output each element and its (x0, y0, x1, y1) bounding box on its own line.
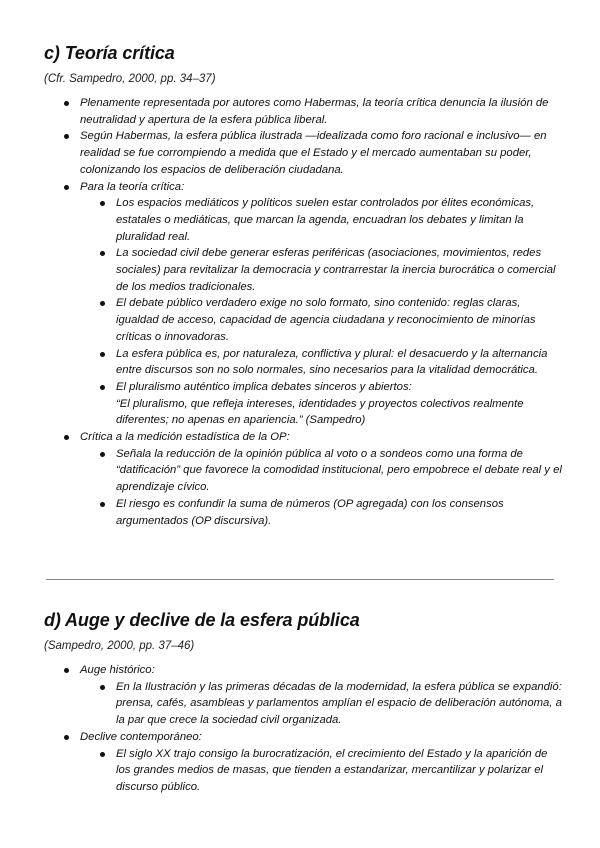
section-c-title: c) Teoría crítica (44, 43, 175, 63)
list-item: La esfera pública es, por naturaleza, conflictiva y plural: el desacuerdo y la alternancia entre discursos son no solo normales, sino necesarios para la vitalidad democrática. (80, 346, 564, 379)
section-c-list (44, 95, 564, 529)
horizontal-divider (46, 579, 554, 580)
list-item: Para la teoría crítica: Los espacios mediáticos y políticos suelen estar controlados por élites económicas, estatales o mediáticas, que marcan la agenda, encuadran los debates y limitan la pluralidad real. La sociedad civil debe generar esferas periféricas (asociaciones, movimientos, redes sociales) para revitalizar la democracia y contrarrestar la inercia burocrática o comercial de los medios tradicionales. El debate público verdadero exige no solo formato, sino contenido: reglas claras, igualdad de acceso, capacidad de agencia ciudadana y reconocimiento de minorías críticas o innovadoras. La esfera pública es, por naturaleza, conflictiva y plural: el desacuerdo y la alternancia entre discursos son no solo normales, sino necesarios para la vitalidad democrática. El pluralismo auténtico implica debates sinceros y abiertos: “El pluralismo, que refleja intereses, identidades y proyectos colectivos realmente diferentes; no apenas en apariencia.” (Sampedro) (44, 179, 564, 430)
list-item: En la Ilustración y las primeras décadas de la modernidad, la esfera pública se expandió: prensa, cafés, asambleas y parlamentos amplían el espacio de deliberación autónoma, a la par que crece la sociedad civil organizada. (80, 679, 564, 729)
section-d-list (44, 662, 564, 796)
list-item: El riesgo es confundir la suma de números (OP agregada) con los consensos argumentados (OP discursiva). (80, 496, 564, 529)
section-c-citation: (Cfr. Sampedro, 2000, pp. 34–37) (44, 73, 216, 85)
section-d-title: d) Auge y declive de la esfera pública (44, 610, 360, 630)
nested-list (80, 679, 564, 729)
list-item: El pluralismo auténtico implica debates sinceros y abiertos: “El pluralismo, que refleja intereses, identidades y proyectos colectivos realmente diferentes; no apenas en apariencia.” (Sampedro) (80, 379, 564, 429)
list-item: El debate público verdadero exige no solo formato, sino contenido: reglas claras, igualdad de acceso, capacidad de agencia ciudadana y reconocimiento de minorías críticas o innovadoras. (80, 295, 564, 345)
list-item: Crítica a la medición estadística de la OP: Señala la reducción de la opinión pública al voto o a sondeos como una forma de “datificación” que favorece la comodidad institucional, pero empobrece el debate real y el aprendizaje cívico. El riesgo es confundir la suma de números (OP agregada) con los consensos argumentados (OP discursiva). (44, 429, 564, 529)
list-item: Plenamente representada por autores como Habermas, la teoría crítica denuncia la ilusión de neutralidad y apertura de la esfera pública liberal. (44, 95, 564, 128)
nested-list (80, 746, 564, 796)
section-d-citation: (Sampedro, 2000, pp. 37–46) (44, 640, 195, 652)
nested-list (80, 195, 564, 429)
list-item: Declive contemporáneo: El siglo XX trajo consigo la burocratización, el crecimiento del Estado y la aparición de los grandes medios de masas, que tienden a estandarizar, mercantilizar y polarizar el discurso público. (44, 729, 564, 796)
list-item: Señala la reducción de la opinión pública al voto o a sondeos como una forma de “datificación” que favorece la comodidad institucional, pero empobrece el debate real y el aprendizaje cívico. (80, 446, 564, 496)
list-item: La sociedad civil debe generar esferas periféricas (asociaciones, movimientos, redes sociales) para revitalizar la democracia y contrarrestar la inercia burocrática o comercial de los medios tradicionales. (80, 245, 564, 295)
list-item: El siglo XX trajo consigo la burocratización, el crecimiento del Estado y la aparición de los grandes medios de masas, que tienden a estandarizar, mercantilizar y polarizar el discurso público. (80, 746, 564, 796)
quote: “El pluralismo, que refleja intereses, identidades y proyectos colectivos realmente diferentes; no apenas en apariencia.” (Sampedro) (116, 397, 524, 427)
nested-list (80, 446, 564, 530)
list-item: Los espacios mediáticos y políticos suelen estar controlados por élites económicas, estatales o mediáticas, que marcan la agenda, encuadran los debates y limitan la pluralidad real. (80, 195, 564, 245)
list-item: Según Habermas, la esfera pública ilustrada —idealizada como foro racional e inclusivo— en realidad se fue corrompiendo a medida que el Estado y el mercado aumentaban su poder, colonizando los espacios de deliberación ciudadana. (44, 128, 564, 178)
list-item: Auge histórico: En la Ilustración y las primeras décadas de la modernidad, la esfera pública se expandió: prensa, cafés, asambleas y parlamentos amplían el espacio de deliberación autónoma, a la par que crece la sociedad civil organizada. (44, 662, 564, 729)
